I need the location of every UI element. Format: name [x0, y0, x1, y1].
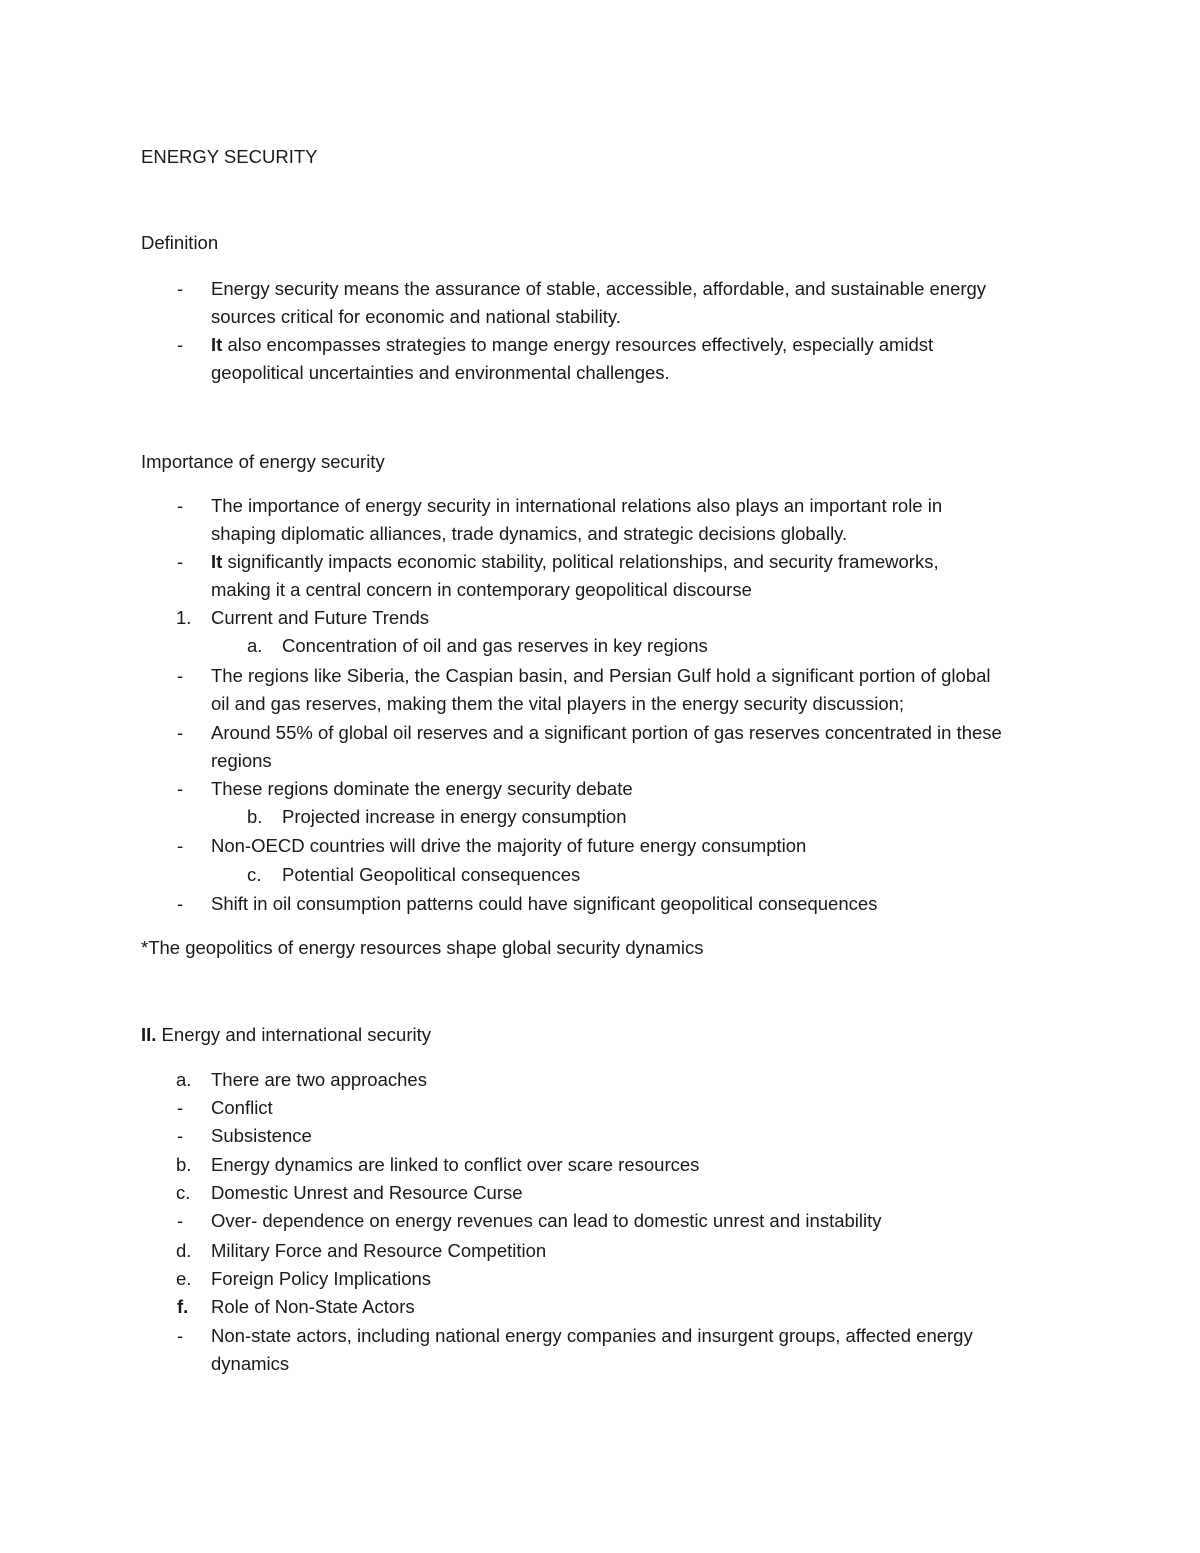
bullet-marker: - [177, 1097, 184, 1118]
definition-bullet-line: sources critical for economic and national stability. [211, 306, 621, 327]
section2-heading: II. Energy and international security [141, 1024, 431, 1045]
definition-heading: Definition [141, 232, 219, 253]
bullet-marker: - [177, 495, 184, 516]
section2-item-line: Energy dynamics are linked to conflict over scare resources [211, 1154, 700, 1175]
bullet-marker: - [177, 278, 184, 299]
importance-item-line: Around 55% of global oil reserves and a significant portion of gas reserves concentrated in these [211, 722, 1002, 743]
section2-item-line: Foreign Policy Implications [211, 1268, 432, 1289]
section2-item-line: Role of Non-State Actors [211, 1296, 415, 1317]
bullet-marker: - [177, 778, 184, 799]
importance-item-line: shaping diplomatic alliances, trade dynamics, and strategic decisions globally. [211, 523, 848, 544]
bold-lead: It [211, 334, 223, 355]
bullet-marker: - [177, 334, 184, 355]
list-number: 1. [176, 607, 192, 628]
list-letter: e. [176, 1268, 192, 1289]
importance-item-line: The regions like Siberia, the Caspian basin, and Persian Gulf hold a significant portion of global [211, 665, 991, 686]
bullet-marker: - [177, 893, 184, 914]
importance-item-line: It significantly impacts economic stability, political relationships, and security frameworks, [211, 551, 939, 572]
list-letter: b. [247, 806, 263, 827]
section2-item-line: Subsistence [211, 1125, 312, 1146]
bullet-marker: - [177, 1325, 184, 1346]
importance-item-line: regions [211, 750, 272, 771]
list-letter: b. [176, 1154, 192, 1175]
definition-bullet-line: It also encompasses strategies to mange energy resources effectively, especially amidst [211, 334, 934, 355]
list-letter: d. [176, 1240, 192, 1261]
bullet-marker: - [177, 1210, 184, 1231]
importance-item-line: Projected increase in energy consumption [282, 806, 627, 827]
importance-item-line: Shift in oil consumption patterns could have significant geopolitical consequences [211, 893, 878, 914]
bullet-marker: - [177, 835, 184, 856]
list-letter: a. [247, 635, 263, 656]
list-letter: f. [177, 1296, 189, 1317]
section2-item-line: Military Force and Resource Competition [211, 1240, 547, 1261]
importance-heading: Importance of energy security [141, 451, 385, 472]
bold-lead: It [211, 551, 223, 572]
bullet-marker: - [177, 722, 184, 743]
section2-item-line: Domestic Unrest and Resource Curse [211, 1182, 523, 1203]
importance-item-line: These regions dominate the energy security debate [211, 778, 633, 799]
section2-item-line: There are two approaches [211, 1069, 427, 1090]
list-letter: c. [247, 864, 262, 885]
bullet-marker: - [177, 1125, 184, 1146]
bullet-marker: - [177, 665, 184, 686]
importance-item-line: Non-OECD countries will drive the majority of future energy consumption [211, 835, 807, 856]
importance-item-line: The importance of energy security in international relations also plays an important role in [211, 495, 943, 516]
importance-item-line: Current and Future Trends [211, 607, 429, 628]
importance-item-line: oil and gas reserves, making them the vital players in the energy security discussion; [211, 693, 905, 714]
section2-item-line: Non-state actors, including national energy companies and insurgent groups, affected energy [211, 1325, 973, 1346]
list-letter: c. [176, 1182, 191, 1203]
bullet-marker: - [177, 551, 184, 572]
section2-item-line: Conflict [211, 1097, 273, 1118]
section2-item-line: Over- dependence on energy revenues can lead to domestic unrest and instability [211, 1210, 882, 1231]
importance-note: *The geopolitics of energy resources shape global security dynamics [141, 937, 704, 958]
importance-item-line: making it a central concern in contemporary geopolitical discourse [211, 579, 752, 600]
section2-number: II. [141, 1024, 157, 1045]
list-letter: a. [176, 1069, 192, 1090]
document-title: ENERGY SECURITY [141, 146, 318, 167]
definition-bullet-line: geopolitical uncertainties and environmental challenges. [211, 362, 670, 383]
importance-item-line: Potential Geopolitical consequences [282, 864, 581, 885]
importance-item-line: Concentration of oil and gas reserves in key regions [282, 635, 708, 656]
definition-bullet-line: Energy security means the assurance of stable, accessible, affordable, and sustainable energy [211, 278, 987, 299]
section2-item-line: dynamics [211, 1353, 290, 1374]
